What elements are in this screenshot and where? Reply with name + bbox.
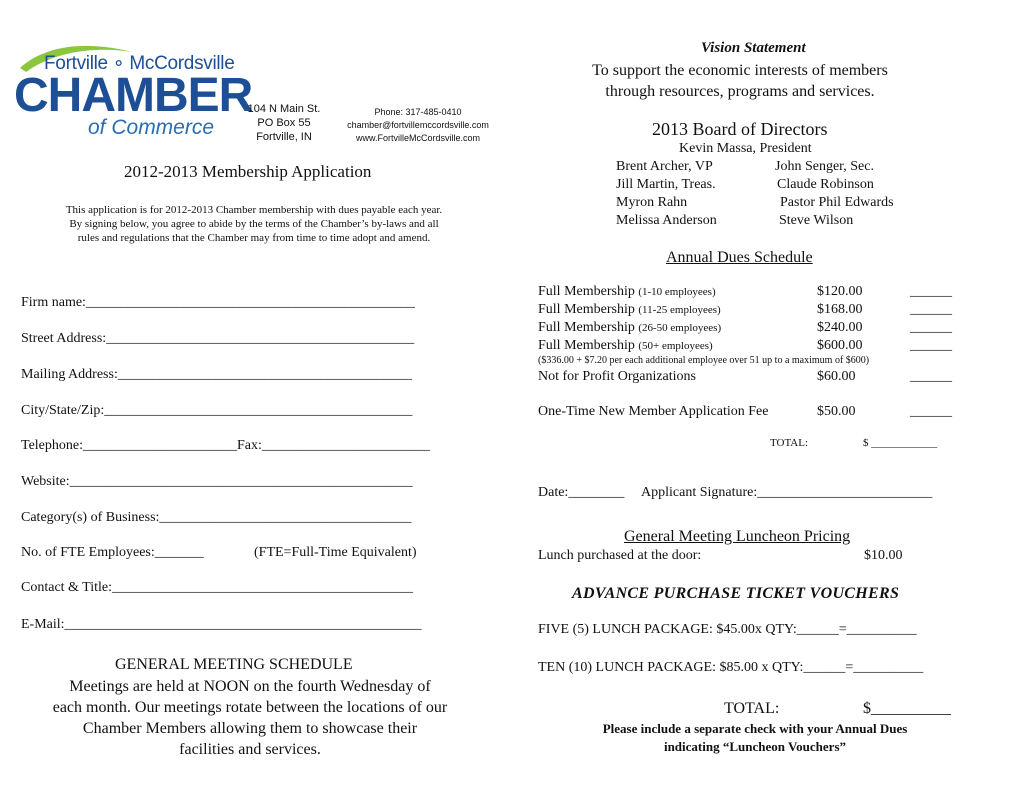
five-lunch-package-field[interactable]: FIVE (5) LUNCH PACKAGE: $45.00x QTY:______=__________ [538,622,917,637]
dues-row-label [538,320,721,336]
mailing-address-field[interactable]: Mailing Address:__________________________________________ [21,367,412,382]
board-title: 2013 Board of Directors [652,119,828,139]
board-member: John Senger, Sec. [775,159,874,174]
board-member: Steve Wilson [779,213,854,228]
city-state-zip-field[interactable]: City/State/Zip:____________________________________________ [21,403,413,418]
intro-line2: By signing below, you agree to abide by the terms of the Chamber’s by-laws and all [69,218,439,230]
contact-phone: Phone: 317-485-0410 [374,107,462,117]
schedule-title: GENERAL MEETING SCHEDULE [115,656,353,673]
vision-line2: through resources, programs and services. [605,83,875,100]
vouchers-note [560,720,950,756]
dues-label: Full Membership [538,338,635,353]
schedule-line4: facilities and services. [179,741,321,758]
dues-price: $120.00 [817,284,863,299]
contact-website[interactable]: www.FortvilleMcCordsville.com [355,133,481,143]
dues-note: (50+ employees) [638,340,713,352]
dues-label: Full Membership [538,320,635,335]
dues-note: (26-50 employees) [638,322,722,334]
board-member: Melissa Anderson [616,213,717,228]
schedule-body [20,676,480,760]
dues-total-label: TOTAL: [770,437,809,449]
fte-note: (FTE=Full-Time Equivalent) [254,545,417,560]
schedule-line2: each month. Our meetings rotate between the locations of our [52,699,448,716]
board-member: Myron Rahn [616,195,688,210]
application-fee-blank[interactable]: ______ [910,404,952,419]
dues-row-label [538,338,713,354]
dues-note: (11-25 employees) [638,304,721,316]
dues-blank[interactable]: ______ [910,320,952,335]
firm-name-field[interactable]: Firm name:_______________________________________________ [21,295,415,310]
luncheon-door-price: $10.00 [864,548,903,563]
website-field[interactable]: Website:_________________________________________________ [21,474,413,489]
intro-line1: This application is for 2012-2013 Chamber membership with dues payable each year. [65,204,443,216]
dues-label: Full Membership [538,302,635,317]
nonprofit-label: Not for Profit Organizations [538,369,696,384]
dues-title: Annual Dues Schedule [666,249,813,266]
vision-title: Vision Statement [701,40,806,56]
board-member: Pastor Phil Edwards [780,195,894,210]
vision-line1: To support the economic interests of members [592,62,888,79]
board-president: Kevin Massa, President [679,141,812,156]
application-fee-label: One-Time New Member Application Fee [538,404,769,419]
contact-info [340,106,496,145]
dues-blank[interactable]: ______ [910,338,952,353]
vouchers-total-value[interactable]: $__________ [863,700,951,717]
chamber-logo [14,42,253,142]
nonprofit-price: $60.00 [817,369,856,384]
dues-total-value[interactable]: $ ____________ [863,437,938,449]
dues-row-label [538,284,716,300]
dues-price: $240.00 [817,320,863,335]
intro-line3: rules and regulations that the Chamber may from time to time adopt and amend. [77,232,431,244]
contact-title-field[interactable]: Contact & Title:___________________________________________ [21,580,414,595]
date-field[interactable]: Date:________ [538,485,625,500]
dues-price: $600.00 [817,338,863,353]
contact-email[interactable]: chamber@fortvillemccordsville.com [347,120,489,130]
mailing-address [244,102,324,144]
logo-top-text: Fortville ∘ McCordsville [44,53,235,74]
logo-main-text: CHAMBER [14,69,253,122]
vouchers-total-label: TOTAL: [724,700,780,717]
email-field[interactable]: E-Mail:___________________________________________________ [21,617,422,632]
vouchers-note-line1: Please include a separate check with your Annual Dues [602,721,908,736]
application-intro [24,203,484,245]
application-fee-price: $50.00 [817,404,856,419]
dues-row-label [538,302,721,318]
board-member: Jill Martin, Treas. [616,177,716,192]
dues-blank[interactable]: ______ [910,302,952,317]
nonprofit-blank[interactable]: ______ [910,369,952,384]
address-line2: PO Box 55 [257,117,311,129]
street-address-field[interactable]: Street Address:____________________________________________ [21,331,415,346]
address-line1: 104 N Main St. [247,103,321,115]
vouchers-title: ADVANCE PURCHASE TICKET VOUCHERS [572,585,900,602]
ten-lunch-package-field[interactable]: TEN (10) LUNCH PACKAGE: $85.00 x QTY:______=__________ [538,660,924,675]
category-field[interactable]: Category(s) of Business:____________________________________ [21,510,412,525]
board-member: Brent Archer, VP [616,159,713,174]
schedule-line1: Meetings are held at NOON on the fourth Wednesday of [69,678,431,695]
dues-label: Full Membership [538,284,635,299]
application-title: 2012-2013 Membership Application [124,162,372,181]
luncheon-door-label: Lunch purchased at the door: [538,548,702,563]
schedule-line3: Chamber Members allowing them to showcase their [82,720,418,737]
dues-blank[interactable]: ______ [910,284,952,299]
logo-sub-text: of Commerce [88,116,215,139]
luncheon-title: General Meeting Luncheon Pricing [624,528,851,545]
applicant-signature-field[interactable]: Applicant Signature:_________________________ [641,485,933,500]
dues-price: $168.00 [817,302,863,317]
dues-note: (1-10 employees) [638,286,716,298]
vision-body [560,60,920,102]
telephone-fax-field[interactable]: Telephone:______________________Fax:________________________ [21,438,430,453]
board-member: Claude Robinson [777,177,874,192]
dues-extra-note: ($336.00 + $7.20 per each additional employee over 51 up to a maximum of $600) [538,355,870,366]
address-line3: Fortville, IN [256,131,312,143]
fte-employees-field[interactable]: No. of FTE Employees:_______ [21,545,204,560]
vouchers-note-line2: indicating “Luncheon Vouchers” [663,739,847,754]
